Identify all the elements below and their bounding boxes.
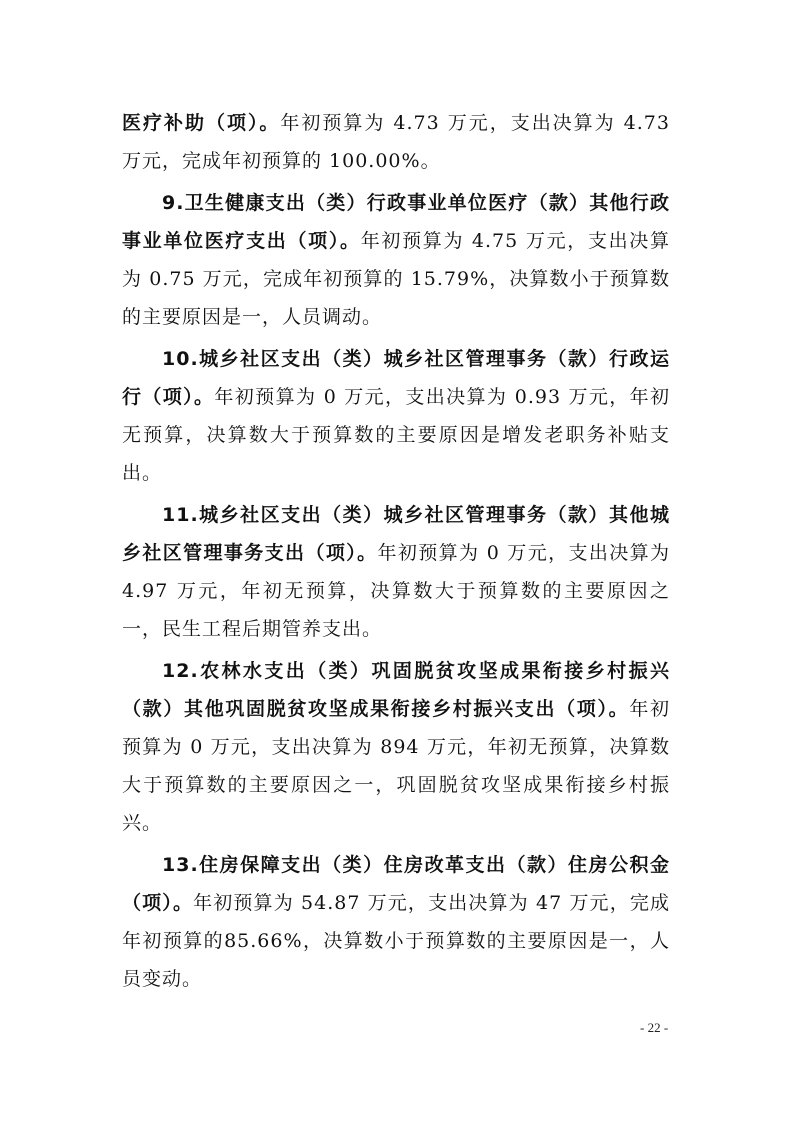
paragraph-heading: 13.住房保障支出（类）住房改革支出（款）住房公积金（项）。 — [122, 854, 670, 914]
paragraph-10 — [122, 340, 670, 492]
paragraph-text: 年初预算为 0 万元，支出决算为 894 万元，年初无预算，决算数大于预算数的主要原因之一，巩固脱贫攻坚成果衔接乡村振兴。 — [122, 698, 670, 834]
paragraph-13 — [122, 846, 670, 998]
paragraph-text: 年初预算为 54.87 万元，支出决算为 47 万元，完成年初预算的85.66%，决算数小于预算数的主要原因是一，人员变动。 — [122, 892, 670, 990]
paragraph-1 — [122, 104, 670, 180]
paragraph-9 — [122, 184, 670, 336]
page-number: - 22 - — [640, 1020, 669, 1035]
paragraph-12 — [122, 652, 670, 842]
paragraph-heading: 9.卫生健康支出（类）行政事业单位医疗（款）其他行政事业单位医疗支出（项）。 — [122, 192, 670, 252]
paragraph-text: 年初预算为 0 万元，支出决算为 4.97 万元，年初无预算，决算数大于预算数的主要原因之一，民生工程后期管养支出。 — [122, 542, 670, 640]
paragraph-heading: 10.城乡社区支出（类）城乡社区管理事务（款）行政运行（项）。 — [122, 348, 670, 408]
paragraph-heading: 11.城乡社区支出（类）城乡社区管理事务（款）其他城乡社区管理事务支出（项）。 — [122, 504, 670, 564]
paragraph-text: 年初预算为 4.75 万元，支出决算为 0.75 万元，完成年初预算的 15.79%，决算数小于预算数的主要原因是一，人员调动。 — [122, 230, 670, 328]
paragraph-heading: 12.农林水支出（类）巩固脱贫攻坚成果衔接乡村振兴（款）其他巩固脱贫攻坚成果衔接乡村振兴支出（项）。 — [122, 660, 670, 720]
paragraph-11 — [122, 496, 670, 648]
paragraph-text: 年初预算为 4.73 万元，支出决算为 4.73 万元，完成年初预算的 100.00%。 — [122, 112, 670, 172]
paragraph-text: 年初预算为 0 万元，支出决算为 0.93 万元，年初无预算，决算数大于预算数的主要原因是增发老职务补贴支出。 — [122, 386, 670, 484]
document-body — [122, 104, 670, 1002]
paragraph-heading: 医疗补助（项）。 — [122, 112, 281, 134]
